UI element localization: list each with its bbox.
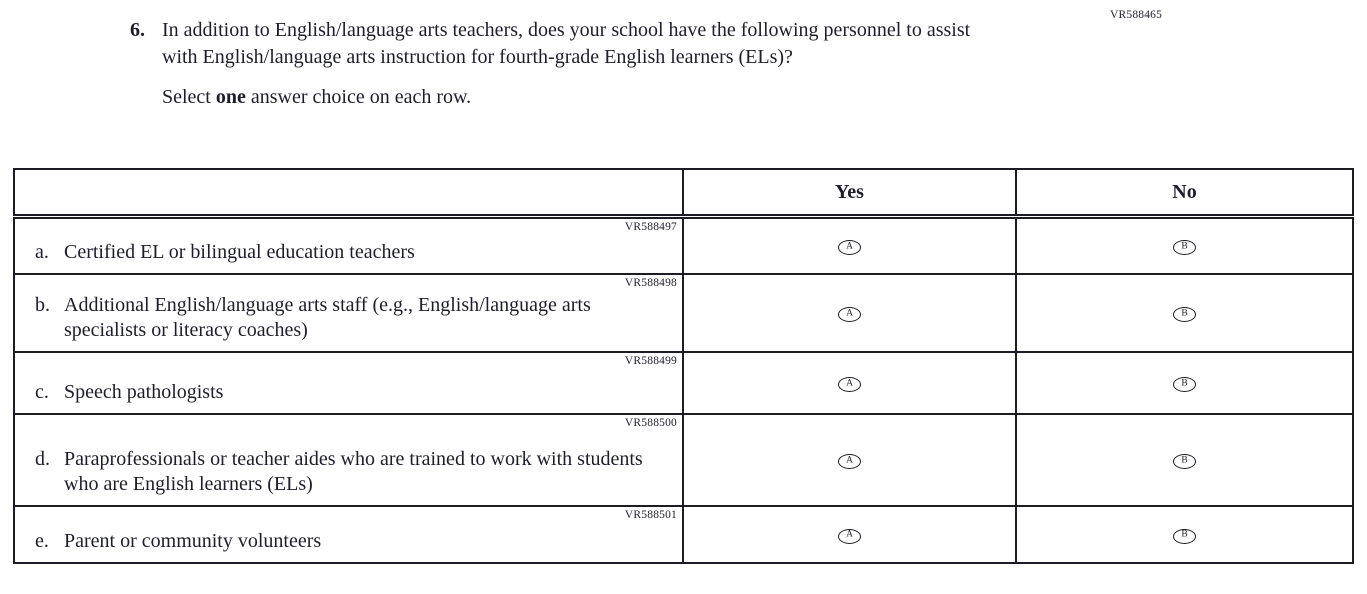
header-row xyxy=(14,169,1353,217)
row-d-code: VR588500 xyxy=(624,416,677,429)
row-c-text: Speech pathologists xyxy=(64,381,224,404)
row-d-yes-bubble[interactable] xyxy=(838,454,861,469)
row-e-code: VR588501 xyxy=(624,508,677,521)
bubble-letter: B xyxy=(1181,241,1188,252)
bubble-letter: A xyxy=(846,241,853,252)
question-text: In addition to English/language arts teachers, does your school have the following personnel to assist with English/language arts instruction for fourth-grade English learners (ELs)? xyxy=(162,19,971,68)
row-a-text: Certified EL or bilingual education teachers xyxy=(64,241,415,264)
row-e-text: Parent or community volunteers xyxy=(64,530,322,553)
row-b-no-bubble[interactable] xyxy=(1173,307,1196,322)
row-d-no-cell xyxy=(1016,414,1353,506)
question-instruction xyxy=(162,84,1010,110)
row-d-stub xyxy=(14,414,683,506)
row-a-no-cell xyxy=(1016,217,1353,274)
row-a-stub xyxy=(14,217,683,274)
row-e-yes-cell xyxy=(683,506,1016,563)
bubble-letter: B xyxy=(1181,455,1188,466)
table-row-b xyxy=(14,274,1353,352)
row-a-label: a. xyxy=(35,241,49,264)
row-e-yes-bubble[interactable] xyxy=(838,529,861,544)
bubble-letter: A xyxy=(846,529,853,540)
row-a-yes-bubble[interactable] xyxy=(838,240,861,255)
row-b-yes-cell xyxy=(683,274,1016,352)
row-b-text: Additional English/language arts staff (e.g., English/language arts specialists or literacy coaches) xyxy=(64,294,591,342)
column-header-no: No xyxy=(1016,169,1353,217)
bubble-letter: B xyxy=(1181,529,1188,540)
bubble-letter: A xyxy=(846,378,853,389)
row-c-no-bubble[interactable] xyxy=(1173,377,1196,392)
table-row-c xyxy=(14,352,1353,414)
row-c-no-cell xyxy=(1016,352,1353,414)
row-b-label: b. xyxy=(35,294,50,317)
row-c-code: VR588499 xyxy=(624,354,677,367)
row-a-no-bubble[interactable] xyxy=(1173,240,1196,255)
bubble-letter: A xyxy=(846,455,853,466)
row-d-text: Paraprofessionals or teacher aides who are trained to work with students who are English learners (ELs) xyxy=(64,448,643,496)
question-block xyxy=(130,17,1010,110)
row-d-no-bubble[interactable] xyxy=(1173,454,1196,469)
row-c-label: c. xyxy=(35,381,49,404)
row-c-stub xyxy=(14,352,683,414)
row-b-yes-bubble[interactable] xyxy=(838,307,861,322)
row-e-no-cell xyxy=(1016,506,1353,563)
question-number: 6. xyxy=(130,19,145,41)
table-row-e xyxy=(14,506,1353,563)
row-d-yes-cell xyxy=(683,414,1016,506)
row-e-stub xyxy=(14,506,683,563)
bubble-letter: B xyxy=(1181,308,1188,319)
row-b-code: VR588498 xyxy=(624,276,677,289)
row-b-stub xyxy=(14,274,683,352)
bubble-letter: B xyxy=(1181,378,1188,389)
form-code: VR588465 xyxy=(1110,9,1163,21)
row-c-yes-bubble[interactable] xyxy=(838,377,861,392)
row-e-label: e. xyxy=(35,530,49,553)
row-e-no-bubble[interactable] xyxy=(1173,529,1196,544)
instruction-bold: one xyxy=(215,86,246,108)
instruction-suffix: answer choice on each row. xyxy=(245,86,472,108)
column-header-blank xyxy=(14,169,683,217)
column-header-yes: Yes xyxy=(683,169,1016,217)
instruction-prefix: Select xyxy=(162,86,216,108)
table-row-a xyxy=(14,217,1353,274)
table-row-d xyxy=(14,414,1353,506)
response-table xyxy=(13,168,1354,564)
row-a-code: VR588497 xyxy=(624,221,677,233)
row-a-yes-cell xyxy=(683,217,1016,274)
row-b-no-cell xyxy=(1016,274,1353,352)
row-d-label: d. xyxy=(35,448,50,471)
row-c-yes-cell xyxy=(683,352,1016,414)
bubble-letter: A xyxy=(846,308,853,319)
